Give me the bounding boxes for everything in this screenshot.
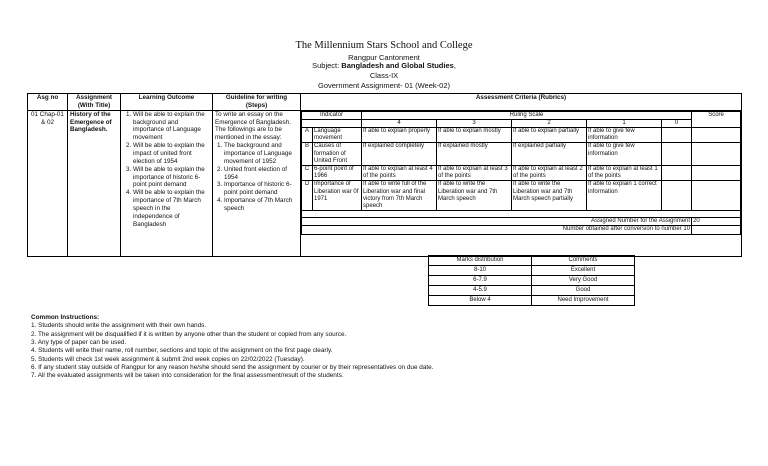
rubric-level-4: If explained completely — [362, 143, 437, 166]
instruction-item: 7. All the evaluated assignments will be taken into consideration for the final assessment/result of the students. — [31, 372, 344, 380]
common-instructions — [31, 314, 434, 381]
comments-header: Comments — [532, 256, 635, 266]
rubric-scale-row — [302, 119, 741, 127]
rubric-level-2: If able to explain partially — [512, 128, 587, 143]
obtained-number-label: Number obtained after conversion to number 10 — [302, 226, 692, 234]
indicator-header: Indicator — [302, 111, 362, 119]
guideline-list — [215, 142, 298, 213]
marks-header: Marks distribution — [429, 256, 532, 266]
rubric-indicator: Language movement — [313, 128, 362, 143]
rubric-level-3: If able to explain at least 3 of the points — [437, 166, 512, 181]
rubric-level-3: If able to write the Liberation war and 7th March speech — [437, 181, 512, 211]
rubric-code: A — [302, 128, 313, 143]
rubric-code: B — [302, 143, 313, 166]
rubric-code: D — [302, 181, 313, 211]
assignment-table — [27, 93, 742, 257]
table-row — [429, 286, 635, 296]
outcome-cell — [121, 110, 213, 256]
table-row — [302, 166, 741, 181]
scale-4: 4 — [362, 119, 437, 127]
col-header-assignment: Assignment (With Title) — [68, 94, 121, 111]
rubric-code: C — [302, 166, 313, 181]
rubric-level-3: If able to explain mostly — [437, 128, 512, 143]
rubric-level-0 — [662, 181, 692, 211]
outcome-list — [123, 111, 210, 229]
rubric-level-0 — [662, 143, 692, 166]
scale-blank-cell — [302, 119, 362, 127]
marks-range: 4-5.9 — [429, 286, 532, 296]
instruction-item: 6. If any student stay outside of Rangpur for any reason he/she should send the assignment by courier or by their representatives on due date. — [31, 363, 434, 371]
school-location: Rangpur Cantonment — [348, 53, 420, 62]
instruction-item: 1. Students should write the assignment with their own hands. — [31, 322, 207, 330]
table-row — [302, 143, 741, 166]
rubric-cell — [301, 110, 742, 256]
rubric-level-1: If able to explain 1 correct information — [587, 181, 662, 211]
rubric-level-2: If explained partially — [512, 143, 587, 166]
instruction-item: 4. Students will write their name, roll number, sections and topic of the assignment on the first page clearly. — [31, 347, 333, 355]
rubric-level-0 — [662, 128, 692, 143]
col-header-guideline: Guideline for writing (Steps) — [213, 94, 301, 111]
score-header: Score — [692, 111, 741, 127]
marks-comment: Very Good — [532, 276, 635, 286]
instructions-title: Common Instructions: — [31, 314, 100, 321]
rubric-level-4: If able to write full of the Liberation war and final victory from 7th March speech — [362, 181, 437, 211]
scale-1: 1 — [587, 119, 662, 127]
instruction-item: 3. Any type of paper can be used. — [31, 338, 127, 346]
rubric-level-4: If able to explain at least 4 of the points — [362, 166, 437, 181]
table-row — [429, 276, 635, 286]
marks-distribution-table — [428, 255, 635, 306]
scale-3: 3 — [437, 119, 512, 127]
instruction-item: 5. Students will check 1st week assignment & submit 2nd week copies on 22/02/2022 (Tuesday). — [31, 355, 305, 363]
rubric-score — [692, 166, 741, 181]
rubric-level-2: If able to write the Liberation war and 7th March speech partially — [512, 181, 587, 211]
marks-range: 8-10 — [429, 266, 532, 276]
obtained-number-row — [302, 226, 741, 234]
list-item: 3. Importance of historic 6-point point demand — [224, 181, 298, 197]
list-item: 2. Will be able to explain the impact of united front election of 1954 — [133, 142, 210, 166]
rubric-level-1: If able to explain at least 1 of the points — [587, 166, 662, 181]
assigned-number-row — [302, 218, 741, 226]
asg-no-cell: 01 Chap-01 & 02 — [28, 110, 68, 256]
scale-2: 2 — [512, 119, 587, 127]
rubric-header-row — [302, 111, 741, 119]
subject-prefix: Subject: — [312, 61, 342, 70]
marks-range: 6-7.9 — [429, 276, 532, 286]
scale-0: 0 — [662, 119, 692, 127]
col-header-criteria: Assessment Criteria (Rubrics) — [301, 94, 742, 111]
obtained-number-value — [692, 226, 741, 234]
school-name: The Millennium Stars School and College — [295, 40, 473, 51]
col-header-asg-no: Asg no — [28, 94, 68, 111]
table-row — [28, 110, 742, 256]
marks-header-row — [429, 256, 635, 266]
rubric-indicator: Causes of formation of United Front — [313, 143, 362, 166]
list-item: 4. Will be able to explain the importance of 7th March speech in the independence of Bangladesh — [133, 189, 210, 228]
col-header-outcome: Learning Outcome — [121, 94, 213, 111]
table-row — [302, 181, 741, 211]
marks-comment: Good — [532, 286, 635, 296]
rubric-indicator: Importance of Liberation war 0f 1971 — [313, 181, 362, 211]
rubric-level-1: If able to give few information — [587, 143, 662, 166]
rubric-score — [692, 181, 741, 211]
rubric-level-4: If able to explain properly — [362, 128, 437, 143]
list-item: 3. Will be able to explain the importance of historic 6-point point demand — [133, 166, 210, 190]
rubric-table — [301, 111, 741, 235]
spacer-cell — [302, 211, 741, 218]
rubric-score — [692, 143, 741, 166]
subject-line — [0, 62, 768, 70]
table-header-row — [28, 94, 742, 111]
list-item: 1. The background and importance of Language movement of 1952 — [224, 142, 298, 166]
spacer-row — [302, 211, 741, 218]
ruling-scale-header: Ruling Scale — [362, 111, 692, 119]
subject-name: Bangladesh and Global Studies — [341, 61, 454, 70]
table-row — [429, 266, 635, 276]
subject-suffix: , — [453, 61, 456, 70]
table-row — [302, 128, 741, 143]
marks-comment: Need Improvement — [532, 296, 635, 306]
assignment-title-cell: History of the Emergence of Bangladesh. — [68, 110, 121, 256]
class-label: Class-IX — [369, 71, 399, 80]
guideline-intro: To write an essay on the Emergence of Bangladesh. The followings are to be mentioned in the essay: — [215, 110, 291, 142]
assigned-number-label: Assigned Number for the Assignment — [302, 218, 692, 226]
marks-range: Below 4 — [429, 296, 532, 306]
list-item: 2. United front election of 1954 — [224, 166, 298, 182]
assignment-heading: Government Assignment- 01 (Week-02) — [317, 81, 450, 90]
rubric-level-1: If able to give few information — [587, 128, 662, 143]
instruction-item: 2. The assignment will be disqualified if it is written by anyone other than the student or copied from any source. — [31, 330, 347, 338]
rubric-level-0 — [662, 166, 692, 181]
rubric-score — [692, 128, 741, 143]
guideline-cell — [213, 110, 301, 256]
assigned-number-value: 20 — [692, 218, 741, 226]
list-item: 1. Will be able to explain the background and importance of Language movement — [133, 111, 210, 142]
rubric-level-2: If able to explain at least 2 of the points — [512, 166, 587, 181]
marks-comment: Excellent — [532, 266, 635, 276]
list-item: 4. Importance of 7th March speech — [224, 197, 298, 213]
rubric-level-3: If explained mostly — [437, 143, 512, 166]
rubric-indicator: 6-point point of 1966 — [313, 166, 362, 181]
table-row — [429, 296, 635, 306]
